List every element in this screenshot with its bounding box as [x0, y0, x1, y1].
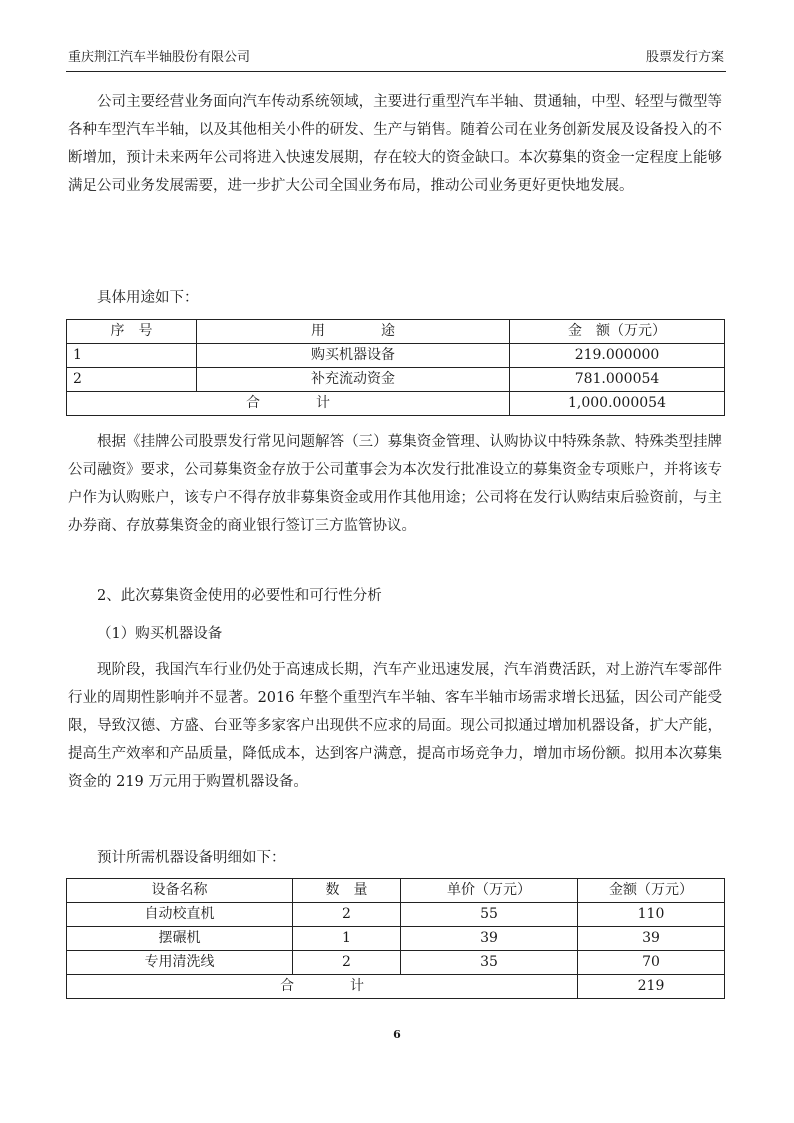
row-number: 2	[67, 368, 197, 392]
document-title: 股票发行方案	[645, 50, 724, 65]
header-cell: 设备名称	[67, 879, 293, 903]
equipment-qty: 2	[293, 951, 401, 975]
table-header-row	[67, 879, 725, 903]
row-number: 1	[67, 344, 197, 368]
subsection-heading: （1）购买机器设备	[97, 626, 223, 642]
table-row	[67, 951, 725, 975]
header-cell: 单价（万元）	[401, 879, 578, 903]
paragraph-business-overview: 公司主要经营业务面向汽车传动系统领域，主要进行重型汽车半轴、贯通轴，中型、轻型与微型等各种车型汽车半轴，以及其他相关小件的研发、生产与销售。随着公司在业务创新发展及设备投入的不断增加，预计未来两年公司将进入快速发展期，存在较大的资金缺口。本次募集的资金一定程度上能够满足公司业务发展需要，进一步扩大公司全国业务布局，推动公司业务更好更快地发展。	[68, 94, 722, 194]
section-heading: 2、此次募集资金使用的必要性和可行性分析	[97, 588, 382, 604]
table-total-row	[67, 975, 725, 999]
header-cell: 用 途	[197, 320, 510, 344]
paragraph-equipment-intro: 预计所需机器设备明细如下：	[97, 850, 286, 866]
row-purpose: 购买机器设备	[197, 344, 510, 368]
table-header-row	[67, 320, 725, 344]
equipment-table	[66, 878, 725, 999]
row-purpose: 补充流动资金	[197, 368, 510, 392]
paragraph-necessity-analysis: 现阶段，我国汽车行业仍处于高速成长期，汽车产业迅速发展，汽车消费活跃，对上游汽车零部件行业的周期性影响并不显著。2016 年整个重型汽车半轴、客车半轴市场需求增长迅猛，因公司产能受限，导致汉德、方盛、台亚等多家客户出现供不应求的局面。现公司拟通过增加机器设备，扩大产能，提高生产效率和产品质量，降低成本，达到客户满意，提高市场竞争力，增加市场份额。拟用本次募集资金的 219 万元用于购置机器设备。	[68, 662, 722, 790]
header-cell: 序 号	[67, 320, 197, 344]
equipment-price: 35	[401, 951, 578, 975]
paragraph-usage-intro: 具体用途如下：	[97, 290, 199, 306]
table-row	[67, 368, 725, 392]
total-amount: 219	[578, 975, 725, 999]
equipment-price: 39	[401, 927, 578, 951]
row-amount: 781.000054	[510, 368, 725, 392]
usage-table	[66, 319, 725, 416]
equipment-name: 摆碾机	[67, 927, 293, 951]
equipment-qty: 2	[293, 903, 401, 927]
page-header	[68, 47, 724, 69]
equipment-price: 55	[401, 903, 578, 927]
page-number: 6	[393, 1028, 401, 1041]
equipment-name: 专用清洗线	[67, 951, 293, 975]
header-cell: 金 额（万元）	[510, 320, 725, 344]
equipment-amount: 70	[578, 951, 725, 975]
equipment-qty: 1	[293, 927, 401, 951]
total-label: 合 计	[67, 392, 510, 416]
total-label: 合 计	[67, 975, 578, 999]
equipment-amount: 110	[578, 903, 725, 927]
company-name: 重庆荆江汽车半轴股份有限公司	[68, 50, 251, 65]
table-row	[67, 927, 725, 951]
equipment-amount: 39	[578, 927, 725, 951]
header-cell: 数 量	[293, 879, 401, 903]
paragraph-fund-management: 根据《挂牌公司股票发行常见问题解答（三）募集资金管理、认购协议中特殊条款、特殊类型挂牌公司融资》要求，公司募集资金存放于公司董事会为本次发行批准设立的募集资金专项账户，并将该专户作为认购账户，该专户不得存放非募集资金或用作其他用途；公司将在发行认购结束后验资前，与主办券商、存放募集资金的商业银行签订三方监管协议。	[68, 434, 722, 534]
total-amount: 1,000.000054	[510, 392, 725, 416]
equipment-name: 自动校直机	[67, 903, 293, 927]
header-cell: 金额（万元）	[578, 879, 725, 903]
row-amount: 219.000000	[510, 344, 725, 368]
table-row	[67, 344, 725, 368]
table-total-row	[67, 392, 725, 416]
header-divider	[66, 71, 726, 72]
table-row	[67, 903, 725, 927]
